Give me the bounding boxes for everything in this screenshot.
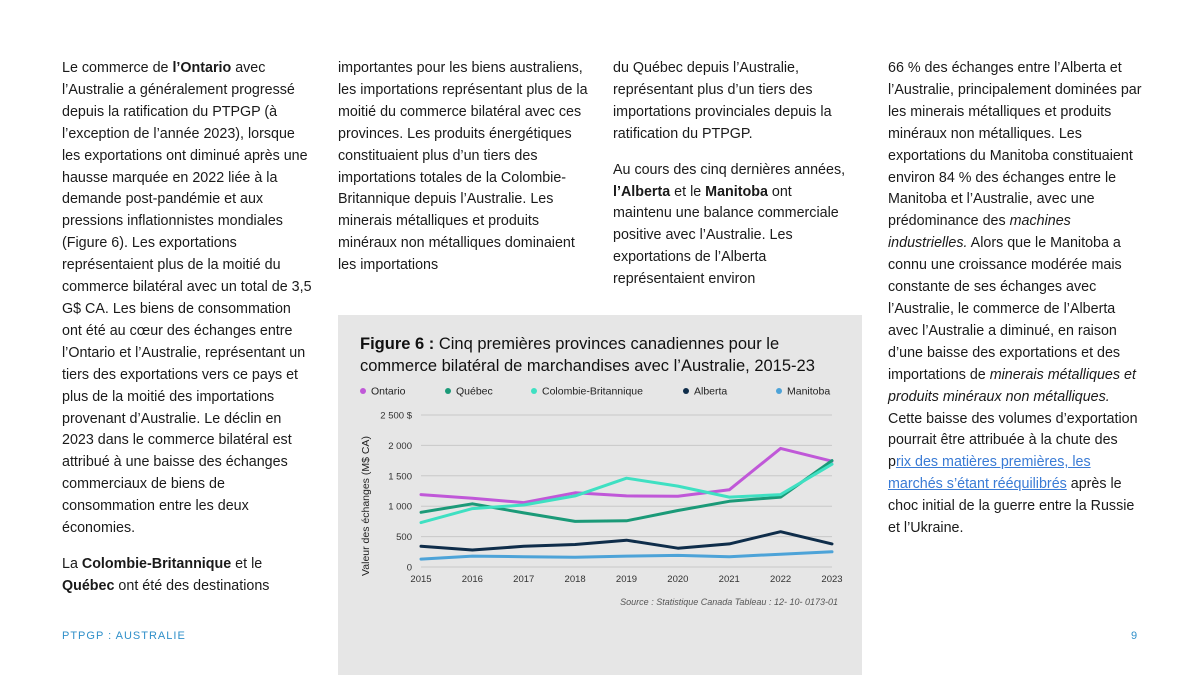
series-line-colombie-britannique — [421, 464, 832, 522]
text-run: du Québec depuis l’Australie, représentant plus d’un tiers des importations provinciales depuis la ratification du PTPGP. — [613, 60, 832, 142]
y-axis — [380, 411, 412, 574]
figure-caption: Cinq premières provinces canadiennes pour le commerce bilatéral de marchandises avec l’Australie, 2015-23 — [360, 335, 815, 375]
bold-text: Manitoba — [705, 183, 768, 200]
text-column-3 — [613, 58, 853, 305]
y-tick-label: 500 — [396, 532, 412, 544]
text-run: avec l’Australie a généralement progressé depuis la ratification du PTPGP (à l’exception de l’année 2023), lorsque les exportations ont diminué après une hausse marquée en 2022 liée à la demande post-pandémie et aux pressions inflationnistes mondiales (Figure 6). Les exportations représentaient plus de la moitié du commerce bilatéral avec un total de 3,5 G$ CA. Les biens de consommation ont été au cœur des échanges entre l’Ontario et l’Australie, représentant un tiers des exportations vers ce pays et plus de la moitié des importations provenant d’Australie. Le déclin en 2023 dans le commerce bilatéral est attribué à une baisse des échanges commerciaux de biens de consommation entre les deux économies. — [62, 60, 312, 537]
legend-marker — [683, 388, 689, 394]
text-run: Au cours des cinq dernières années, — [613, 161, 846, 178]
text-run: et le — [670, 183, 706, 200]
legend-item — [776, 386, 830, 398]
legend-label: Ontario — [371, 385, 406, 398]
text-column-4 — [888, 58, 1143, 554]
text-run: et le — [231, 555, 263, 572]
series-line-manitoba — [421, 552, 832, 559]
series-line-qu-bec — [421, 461, 832, 522]
x-tick-label: 2015 — [410, 574, 432, 585]
legend-marker — [445, 388, 451, 394]
paragraph-cb-quebec — [62, 554, 314, 598]
legend-marker — [531, 388, 537, 394]
page-number: 9 — [1131, 630, 1138, 642]
x-tick-label: 2020 — [667, 574, 689, 585]
figure-source: Source : Statistique Canada Tableau : 12- 10- 0173-01 — [620, 597, 838, 607]
legend-item — [445, 386, 493, 398]
text-column-1 — [62, 58, 314, 612]
legend-label: Québec — [456, 385, 493, 398]
x-tick-label: 2023 — [821, 574, 843, 585]
y-tick-label: 1 500 — [388, 471, 412, 483]
series-line-alberta — [421, 532, 832, 550]
text-run: 66 % des échanges entre l’Alberta et l’Australie, principalement dominées par les minerais métalliques et produits minéraux non métalliques. Les exportations du Manitoba constituaient environ 84 % des échanges entre le Manitoba et l’Australie, avec une prédominance des — [888, 60, 1142, 230]
legend-item — [360, 386, 406, 398]
legend-label: Alberta — [694, 385, 728, 398]
x-tick-label: 2018 — [564, 574, 586, 585]
bold-text: l’Ontario — [172, 60, 232, 76]
italic-text: machines industrielles. — [888, 213, 1071, 252]
legend-label: Manitoba — [787, 385, 831, 398]
line-chart — [338, 315, 862, 675]
x-tick-label: 2022 — [770, 574, 792, 585]
inline-link[interactable]: rix des matières premières, les marchés s’étant rééquilibrés — [888, 454, 1091, 493]
x-tick-label: 2017 — [513, 574, 535, 585]
figure-6 — [338, 315, 862, 675]
text-column-2 — [338, 58, 588, 291]
y-tick-label: 2 000 — [388, 440, 412, 452]
text-run: Cette baisse des volumes d’exportation pourrait être attribuée à la chute des p — [888, 410, 1138, 471]
chart-grid — [421, 415, 832, 567]
x-tick-label: 2016 — [461, 574, 483, 585]
text-run: Le commerce de — [62, 60, 173, 76]
legend-marker — [776, 388, 782, 394]
legend-marker — [360, 388, 366, 394]
paragraph-ontario — [62, 58, 314, 540]
legend-item — [531, 386, 643, 398]
y-tick-label: 2 500 $ — [380, 410, 412, 422]
y-tick-label: 1 000 — [388, 501, 412, 513]
y-tick-label: 0 — [406, 562, 412, 574]
x-tick-label: 2021 — [718, 574, 740, 585]
x-tick-label: 2019 — [615, 574, 638, 585]
legend-label: Colombie-Britannique — [542, 385, 643, 398]
chart-series — [421, 448, 832, 559]
text-run: ont maintenu une balance commerciale positive avec l’Australie. Les exportations de l’Alberta représentaient environ — [613, 183, 839, 288]
text-run: importantes pour les biens australiens, les importations représentant plus de la moitié du commerce bilatéral avec ces provinces. Les produits énergétiques constituaient plus d’un tiers des importations totales de la Colombie-Britannique depuis l’Australie. Les minerais métalliques et produits minéraux non métalliques dominaient les importations — [338, 60, 588, 274]
bold-text: Québec — [62, 577, 115, 594]
bold-text: Colombie-Britannique — [81, 555, 232, 572]
paragraph-quebec-imports — [613, 58, 853, 146]
y-axis-label: Valeur des échanges (M$ CA) — [360, 436, 372, 576]
text-run: La — [62, 555, 82, 572]
italic-text: minerais métalliques et produits minéraux non métalliques. — [888, 366, 1136, 405]
text-run: Alors que le Manitoba a connu une croissance modérée mais constante de ses échanges avec l’Australie, le commerce de l’Alberta avec l’Australie a diminué, en raison d’une baisse des exportations et des importations de — [888, 235, 1122, 383]
paragraph-alberta-manitoba — [613, 160, 853, 291]
footer-label: PTPGP : AUSTRALIE — [62, 630, 186, 642]
paragraph-exports — [888, 58, 1143, 540]
bold-text: l’Alberta — [613, 183, 671, 200]
paragraph-imports — [338, 58, 588, 277]
text-run: après le choc initial de la guerre entre la Russie et l’Ukraine. — [888, 476, 1135, 537]
x-axis — [410, 574, 842, 585]
chart-legend — [360, 386, 830, 398]
text-run: ont été des destinations — [114, 577, 270, 594]
legend-item — [683, 386, 727, 398]
figure-label: Figure 6 : — [360, 335, 435, 353]
